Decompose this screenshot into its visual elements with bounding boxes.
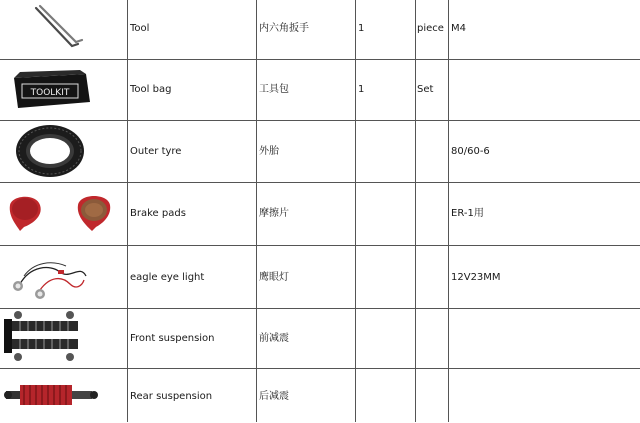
table-row: [0, 368, 640, 423]
item-name-en: Tool: [130, 23, 150, 34]
item-name-en: Tool bag: [130, 84, 172, 95]
rear-suspension-icon: [0, 369, 126, 423]
brake-pad-icon: [0, 183, 126, 246]
item-spec: M4: [451, 23, 466, 34]
tool-bag-icon: [0, 60, 126, 121]
tool-bag-label: TOOLKIT: [30, 88, 70, 98]
item-name-en: Outer tyre: [130, 146, 182, 157]
table-row: [0, 120, 640, 183]
eagle-eye-light-icon: [0, 246, 126, 309]
item-name-cn: 工具包: [259, 84, 289, 95]
table-row: [0, 0, 640, 60]
item-spec: 12V23MM: [451, 272, 501, 283]
table-row: [0, 308, 640, 369]
item-unit: Set: [417, 84, 434, 95]
item-quantity: 1: [358, 84, 365, 95]
item-spec: 80/60-6: [451, 146, 490, 157]
item-name-cn: 内六角扳手: [259, 23, 309, 34]
hex-key-icon: [0, 0, 126, 60]
item-name-en: eagle eye light: [130, 272, 205, 283]
front-suspension-icon: [0, 309, 126, 369]
item-name-en: Front suspension: [130, 333, 215, 344]
item-name-cn: 外胎: [259, 146, 279, 157]
item-spec: ER-1用: [451, 208, 484, 219]
table-row: [0, 245, 640, 309]
table-row: [0, 59, 640, 121]
item-unit: piece: [417, 23, 444, 34]
item-name-en: Brake pads: [130, 208, 186, 219]
item-name-cn: 后减震: [259, 391, 289, 402]
item-name-cn: 前减震: [259, 333, 289, 344]
item-name-en: Rear suspension: [130, 391, 213, 402]
table-row: [0, 182, 640, 246]
item-name-cn: 鹰眼灯: [259, 272, 289, 283]
item-quantity: 1: [358, 23, 365, 34]
item-name-cn: 摩擦片: [259, 208, 289, 219]
tyre-icon: [0, 121, 126, 183]
